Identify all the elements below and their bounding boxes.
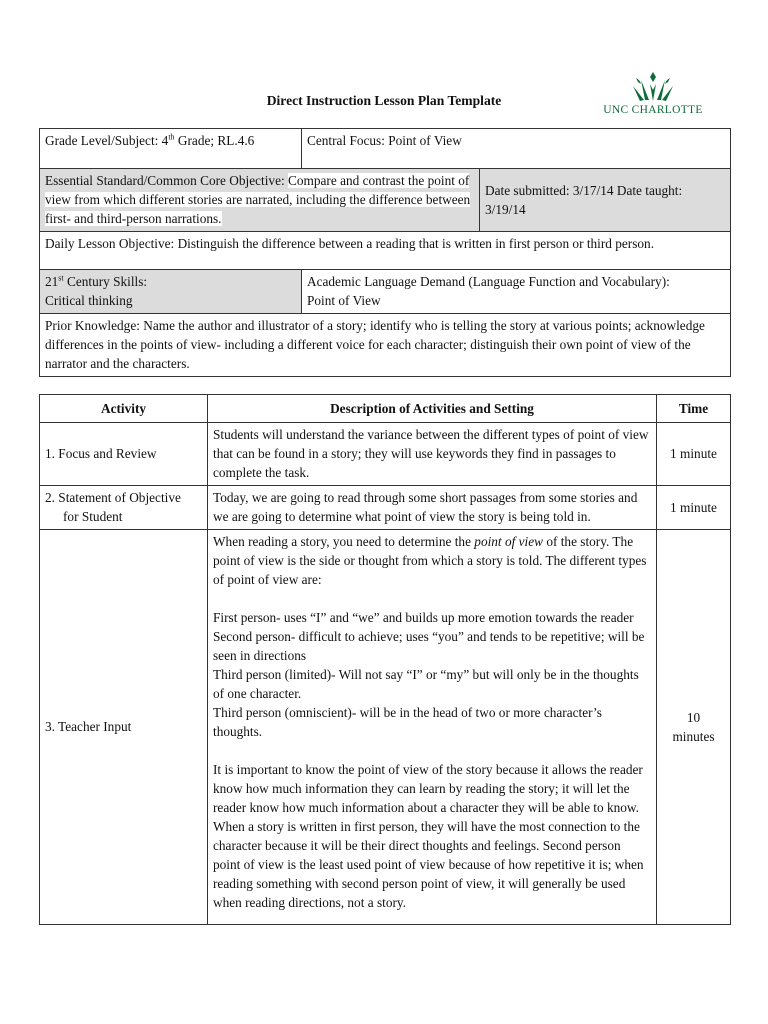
skills-prefix: 21 (45, 274, 59, 289)
grade-prefix: Grade Level/Subject: 4 (45, 133, 169, 148)
time-cell (657, 530, 731, 925)
unc-charlotte-logo (600, 70, 706, 120)
daily-objective-cell: Daily Lesson Objective: Distinguish the difference between a reading that is written in first person or third person. (40, 232, 731, 270)
grade-suffix: Grade; RL.4.6 (174, 133, 255, 148)
skills-sup: st (58, 273, 64, 283)
description-header: Description of Activities and Setting (208, 395, 657, 423)
activity-cell (40, 486, 208, 530)
activity-line2: for Student (63, 509, 123, 524)
description-cell: Students will understand the variance between the different types of point of view that can be found in a story; they will use keywords they find in passages to complete the task. (208, 423, 657, 486)
dates-cell: Date submitted: 3/17/14 Date taught: 3/19/14 (480, 169, 731, 232)
activities-table (39, 394, 731, 925)
lesson-info-table (39, 128, 731, 377)
table-row (40, 530, 731, 925)
table-row (40, 423, 731, 486)
activity-cell: 1. Focus and Review (40, 423, 208, 486)
century-skills-cell (40, 270, 302, 314)
time-cell: 1 minute (657, 423, 731, 486)
description-cell: Today, we are going to read through some short passages from some stories and we are going to determine what point of view the story is being told in. (208, 486, 657, 530)
grade-level-cell (40, 129, 302, 169)
intro-text-a: When reading a story, you need to determine the (213, 534, 475, 549)
importance-paragraph: It is important to know the point of view of the story because it allows the reader know how much information they can learn by reading the story; it will let the reader know how much information about a character they will be able to know. When a story is written in first person, they will have the most connection to the character because it will be their direct thoughts and feelings. Second person point of view is the least used point of view because of how repetitive it is; when reading something with second person point of view, it will generally be used when reading directions, not a story. (213, 762, 644, 910)
central-focus-cell: Central Focus: Point of View (302, 129, 731, 169)
academic-value: Point of View (307, 293, 381, 308)
time-line2: minutes (672, 728, 715, 744)
common-core-objective-cell (40, 169, 480, 232)
page-title: Direct Instruction Lesson Plan Template (266, 93, 502, 108)
activity-line1: 2. Statement of Objective (45, 490, 181, 505)
time-cell: 1 minute (657, 486, 731, 530)
academic-label: Academic Language Demand (Language Function and Vocabulary): (307, 274, 670, 289)
skills-suffix: Century Skills: (63, 274, 148, 289)
academic-language-cell (302, 270, 731, 314)
objective-text: Compare and contrast the point of view from which different stories are narrated, including the difference between first- and third-person narrations. (45, 173, 471, 226)
skills-value: Critical thinking (45, 293, 133, 308)
crown-logo-icon (600, 70, 706, 104)
time-header: Time (657, 395, 731, 423)
prior-knowledge-cell: Prior Knowledge: Name the author and illustrator of a story; identify who is telling the story at various points; acknowledge differences in the points of view- including a different voice for each character; distinguish their own point of view of the narrator and the characters. (40, 314, 731, 377)
logo-text: UNC CHARLOTTE (603, 104, 703, 116)
description-cell (208, 530, 657, 925)
third-limited-text: Third person (limited)- Will not say “I” or “my” but will only be in the thoughts of one character. (213, 667, 639, 701)
objective-label: Essential Standard/Common Core Objective: (45, 173, 288, 188)
intro-paragraph (213, 532, 651, 589)
intro-emphasis: point of view (474, 534, 543, 549)
second-person-text: Second person- difficult to achieve; uses “you” and tends to be repetitive; will be seen in directions (213, 629, 645, 663)
table-row (40, 486, 731, 530)
time-line1: 10 (686, 709, 701, 725)
third-omniscient-text: Third person (omniscient)- will be in the head of two or more character’s thoughts. (213, 705, 602, 739)
activity-header: Activity (40, 395, 208, 423)
activity-cell: 3. Teacher Input (40, 530, 208, 925)
intro-text-b: of the story. The point of view is the side or thought from which a story is told. The different types of point of view are: (213, 534, 647, 587)
grade-sup: th (168, 132, 175, 142)
first-person-text: First person- uses “I” and “we” and builds up more emotion towards the reader (213, 610, 634, 625)
